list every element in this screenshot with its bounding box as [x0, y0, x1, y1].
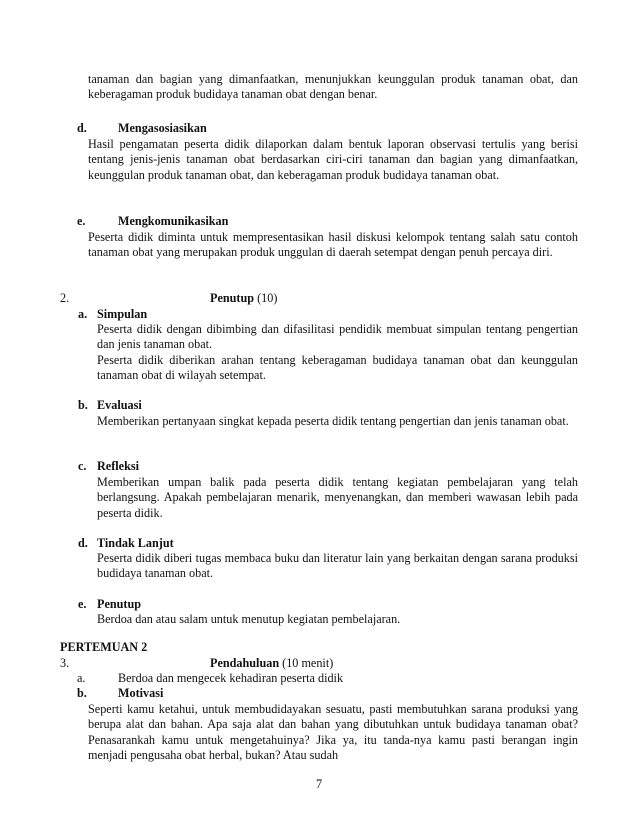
penutup-d-paragraph: Peserta didik diberi tugas membaca buku dan literatur lain yang berkaitan dengan sarana produksi budidaya tanaman obat. [97, 551, 578, 581]
penutup-a-letter: a. [78, 307, 88, 321]
penutup-number: 2. [60, 291, 70, 305]
penutup-e-paragraph: Berdoa dan atau salam untuk menutup kegiatan pembelajaran. [97, 612, 401, 626]
penutup-b-letter: b. [78, 398, 88, 412]
section-e-title: Mengkomunikasikan [118, 214, 229, 228]
penutup-d-title: Tindak Lanjut [97, 536, 174, 550]
penutup-d-letter: d. [78, 536, 88, 550]
pendahuluan-title: Pendahuluan [210, 656, 280, 670]
penutup-heading [210, 291, 277, 306]
section-d-body: Hasil pengamatan peserta didik dilaporkan dalam bentuk laporan observasi tertulis yang berisi tentang jenis-jenis tanaman obat berdasarkan ciri-ciri tanaman dan bagian yang dimanfaatkan, keunggulan produk tanaman obat, dan keberagaman produk budidaya tanaman obat. [88, 137, 578, 182]
penutup-c-paragraph: Memberikan umpan balik pada peserta didik tentang kegiatan pembelajaran yang telah berlangsung. Apakah pembelajaran menarik, menyenangkan, dan memberi wawasan lebih pada peserta didik. [97, 475, 578, 520]
page-number: 7 [315, 777, 323, 791]
penutup-suffix: (10) [254, 291, 278, 305]
penutup-c-title: Refleksi [97, 459, 139, 473]
pendahuluan-a-letter: a. [77, 671, 86, 685]
penutup-b-title: Evaluasi [97, 398, 142, 412]
section-e-body: Peserta didik diminta untuk mempresentasikan hasil diskusi kelompok tentang salah satu contoh tanaman obat yang merupakan produk unggulan di daerah setempat dengan penuh percaya diri. [88, 230, 578, 260]
pendahuluan-heading [210, 656, 333, 671]
penutup-c-letter: c. [78, 459, 87, 473]
intro-paragraph: tanaman dan bagian yang dimanfaatkan, menunjukkan keunggulan produk tanaman obat, dan keberagaman produk budidaya tanaman obat dengan benar. [88, 72, 578, 102]
pendahuluan-b-letter: b. [77, 686, 87, 700]
penutup-e-letter: e. [78, 597, 87, 611]
pendahuluan-b-body: Seperti kamu ketahui, untuk membudidayakan sesuatu, pasti membutuhkan sarana produksi yang berupa alat dan bahan. Apa saja alat dan bahan yang dibutuhkan untuk budidaya tanaman obat? Penasarankah kamu untuk mengetahuinya? Jika ya, itu tanda-nya kamu pasti berangan ingin menjadi pengusaha obat herbal, bukan? Atau sudah [88, 702, 578, 763]
pendahuluan-b-title: Motivasi [118, 686, 164, 700]
section-d-title: Mengasosiasikan [118, 121, 207, 135]
pendahuluan-a-text: Berdoa dan mengecek kehadiran peserta didik [118, 671, 344, 685]
penutup-b-paragraph: Memberikan pertanyaan singkat kepada peserta didik tentang pengertian dan jenis tanaman obat. [97, 414, 569, 428]
penutup-a-paragraph-1: Peserta didik dengan dibimbing dan difasilitasi pendidik membuat simpulan tentang pengertian dan jenis tanaman obat. [97, 322, 578, 352]
section-e-letter: e. [77, 214, 86, 228]
pendahuluan-number: 3. [60, 656, 70, 670]
pertemuan-heading: PERTEMUAN 2 [60, 640, 148, 654]
section-d-letter: d. [77, 121, 87, 135]
pendahuluan-suffix: (10 menit) [279, 656, 334, 670]
penutup-a-title: Simpulan [97, 307, 148, 321]
penutup-e-title: Penutup [97, 597, 142, 611]
penutup-a-paragraph-2: Peserta didik diberikan arahan tentang keberagaman budidaya tanaman obat dan keunggulan tanaman obat di wilayah setempat. [97, 353, 578, 383]
penutup-title: Penutup [210, 291, 255, 305]
